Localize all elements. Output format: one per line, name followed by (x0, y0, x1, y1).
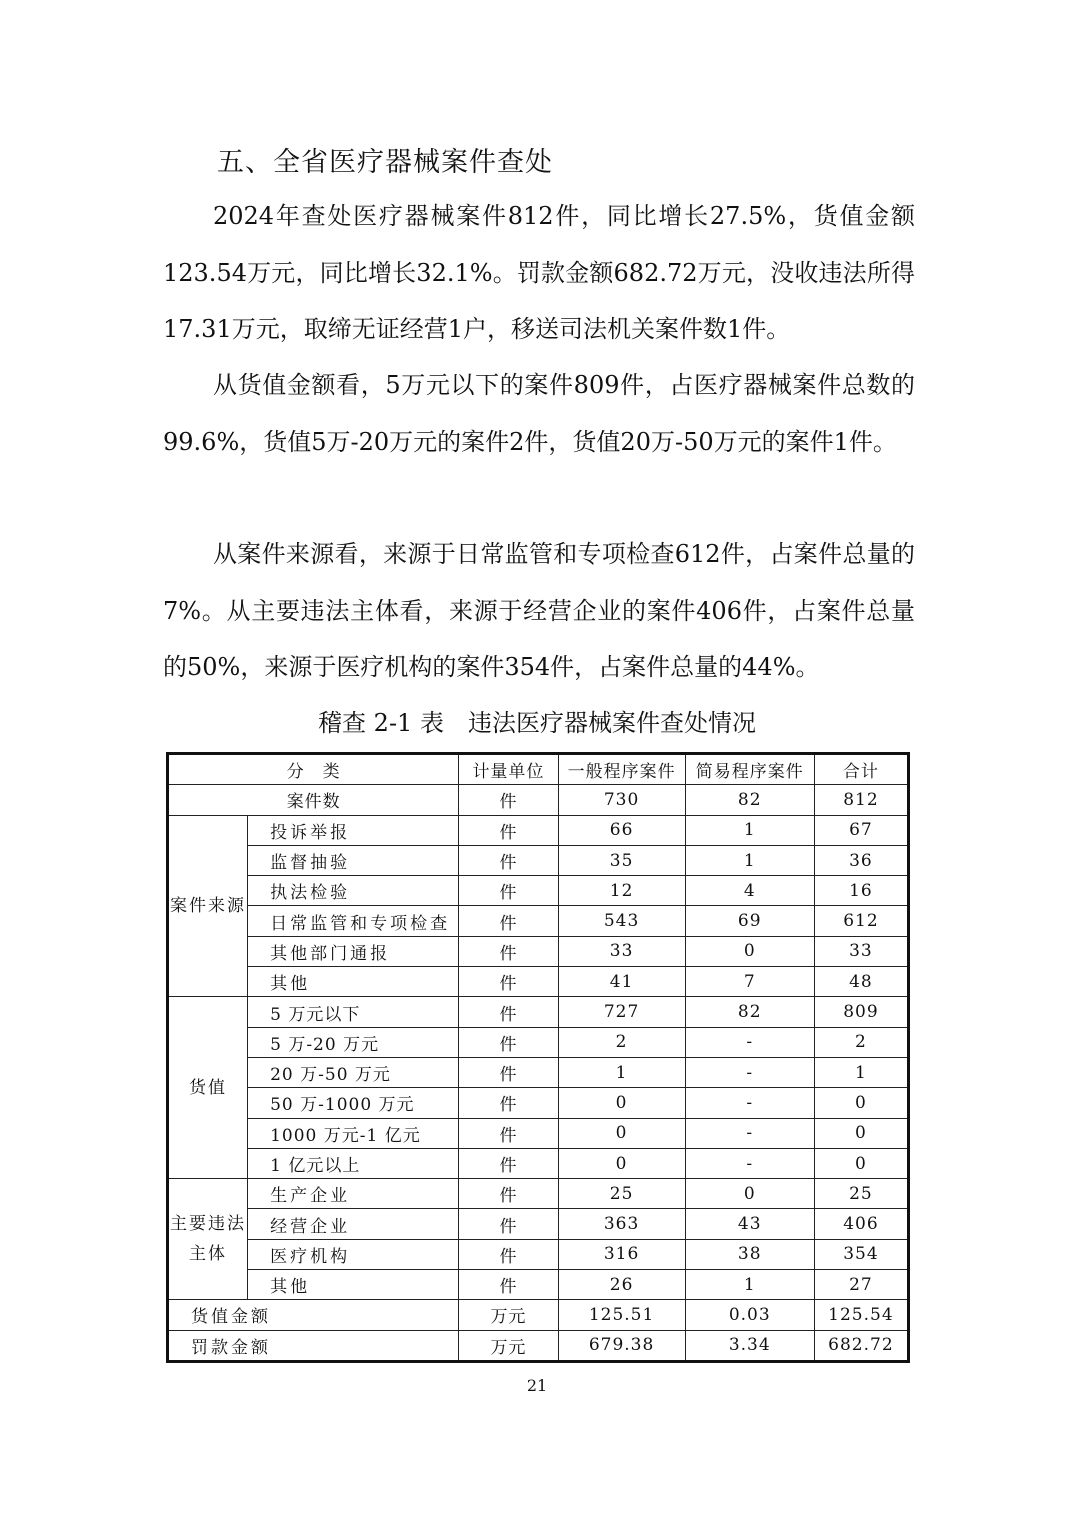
row-unit: 件 (459, 1270, 558, 1300)
row-unit: 件 (459, 906, 558, 936)
row-unit: 件 (459, 936, 558, 966)
table-row (168, 845, 909, 875)
table-row (168, 936, 909, 966)
table-row (168, 1057, 909, 1087)
row-simple: 0.03 (685, 1300, 814, 1330)
row-simple: - (685, 1088, 814, 1118)
row-label: 生产企业 (248, 1179, 459, 1209)
row-general: 543 (558, 906, 685, 936)
row-unit: 万元 (459, 1330, 558, 1361)
row-general: 12 (558, 876, 685, 906)
section-heading: 五、全省医疗器械案件查处 (217, 147, 553, 178)
group-label-line2: 主体 (189, 1244, 228, 1265)
row-unit: 件 (459, 845, 558, 875)
row-label: 其他部门通报 (248, 936, 459, 966)
header-category: 分 类 (168, 754, 459, 785)
table-row (168, 1148, 909, 1178)
row-total: 809 (814, 997, 908, 1027)
row-general: 679.38 (558, 1330, 685, 1361)
row-unit: 万元 (459, 1300, 558, 1330)
row-simple: 7 (685, 967, 814, 997)
table-row (168, 967, 909, 997)
row-general: 730 (558, 785, 685, 815)
row-unit: 件 (459, 876, 558, 906)
row-total: 48 (814, 967, 908, 997)
row-simple: 4 (685, 876, 814, 906)
row-total: 67 (814, 815, 908, 845)
row-total: 0 (814, 1148, 908, 1178)
paragraph-source-breakdown: 从案件来源看，来源于日常监管和专项检查612件，占案件总量的7%。从主要违法主体看，来源于经营企业的案件406件，占案件总量的50%，来源于医疗机构的案件354件，占案件总量的44%。 (163, 540, 915, 681)
row-simple: 3.34 (685, 1330, 814, 1361)
table-row (168, 906, 909, 936)
row-simple: 1 (685, 1270, 814, 1300)
row-label: 投诉举报 (248, 815, 459, 845)
table-row (168, 815, 909, 845)
row-general: 1 (558, 1057, 685, 1087)
table-row-fine-amount (168, 1330, 909, 1361)
row-total: 354 (814, 1239, 908, 1269)
row-simple: 38 (685, 1239, 814, 1269)
row-label: 其他 (248, 967, 459, 997)
row-label: 罚款金额 (168, 1330, 459, 1361)
row-label: 经营企业 (248, 1209, 459, 1239)
row-label: 5 万-20 万元 (248, 1027, 459, 1057)
row-total: 0 (814, 1118, 908, 1148)
row-unit: 件 (459, 1088, 558, 1118)
row-general: 25 (558, 1179, 685, 1209)
row-total: 125.54 (814, 1300, 908, 1330)
row-simple: 0 (685, 1179, 814, 1209)
row-general: 33 (558, 936, 685, 966)
row-simple: - (685, 1148, 814, 1178)
row-total: 406 (814, 1209, 908, 1239)
row-unit: 件 (459, 997, 558, 1027)
group-label-goods-value: 货值 (168, 997, 248, 1179)
group-label-main-offender (168, 1179, 248, 1300)
table-row (168, 1209, 909, 1239)
table-row (168, 1027, 909, 1057)
row-total: 1 (814, 1057, 908, 1087)
header-simple: 简易程序案件 (685, 754, 814, 785)
row-label: 5 万元以下 (248, 997, 459, 1027)
row-simple: 82 (685, 785, 814, 815)
row-label: 50 万-1000 万元 (248, 1088, 459, 1118)
row-label: 监督抽验 (248, 845, 459, 875)
row-general: 727 (558, 997, 685, 1027)
row-simple: - (685, 1027, 814, 1057)
row-total: 812 (814, 785, 908, 815)
row-total: 27 (814, 1270, 908, 1300)
row-simple: 82 (685, 997, 814, 1027)
row-total: 25 (814, 1179, 908, 1209)
table-row (168, 1179, 909, 1209)
row-label: 其他 (248, 1270, 459, 1300)
paragraph-summary: 2024年查处医疗器械案件812件，同比增长27.5%，货值金额123.54万元，同比增长32.1%。罚款金额682.72万元，没收违法所得17.31万元，取缔无证经营1户，移送司法机关案件数1件。 (163, 202, 915, 343)
table-row-value-amount (168, 1300, 909, 1330)
row-general: 0 (558, 1148, 685, 1178)
row-label: 货值金额 (168, 1300, 459, 1330)
table-row (168, 1239, 909, 1269)
row-general: 363 (558, 1209, 685, 1239)
row-label: 1000 万元-1 亿元 (248, 1118, 459, 1148)
row-general: 26 (558, 1270, 685, 1300)
header-unit: 计量单位 (459, 754, 558, 785)
row-unit: 件 (459, 1027, 558, 1057)
row-label: 执法检验 (248, 876, 459, 906)
table-row-case-count (168, 785, 909, 815)
table-row (168, 1088, 909, 1118)
row-simple: 1 (685, 815, 814, 845)
group-label-case-source: 案件来源 (168, 815, 248, 997)
row-simple: - (685, 1118, 814, 1148)
row-unit: 件 (459, 815, 558, 845)
row-total: 36 (814, 845, 908, 875)
row-total: 612 (814, 906, 908, 936)
row-simple: 43 (685, 1209, 814, 1239)
row-unit: 件 (459, 785, 558, 815)
row-general: 125.51 (558, 1300, 685, 1330)
row-simple: 69 (685, 906, 814, 936)
row-label: 医疗机构 (248, 1239, 459, 1269)
row-general: 2 (558, 1027, 685, 1057)
row-unit: 件 (459, 1148, 558, 1178)
row-total: 0 (814, 1088, 908, 1118)
row-label: 1 亿元以上 (248, 1148, 459, 1178)
table-row (168, 876, 909, 906)
table-row (168, 1270, 909, 1300)
page-number: 21 (526, 1376, 548, 1395)
row-simple: 1 (685, 845, 814, 875)
row-unit: 件 (459, 1209, 558, 1239)
row-label: 20 万-50 万元 (248, 1057, 459, 1087)
cases-table (166, 752, 910, 1363)
header-total: 合计 (814, 754, 908, 785)
row-general: 0 (558, 1118, 685, 1148)
row-unit: 件 (459, 967, 558, 997)
row-unit: 件 (459, 1118, 558, 1148)
paragraph-value-breakdown: 从货值金额看，5万元以下的案件809件，占医疗器械案件总数的99.6%，货值5万-20万元的案件2件，货值20万-50万元的案件1件。 (163, 371, 915, 456)
table-caption: 稽查 2-1 表 违法医疗器械案件查处情况 (318, 709, 756, 737)
row-general: 35 (558, 845, 685, 875)
table-row (168, 1118, 909, 1148)
table-row (168, 997, 909, 1027)
row-total: 16 (814, 876, 908, 906)
row-total: 682.72 (814, 1330, 908, 1361)
row-simple: 0 (685, 936, 814, 966)
row-general: 66 (558, 815, 685, 845)
row-general: 316 (558, 1239, 685, 1269)
row-simple: - (685, 1057, 814, 1087)
row-unit: 件 (459, 1239, 558, 1269)
row-unit: 件 (459, 1179, 558, 1209)
row-total: 33 (814, 936, 908, 966)
table-header-row (168, 754, 909, 785)
row-label: 案件数 (168, 785, 459, 815)
header-general: 一般程序案件 (558, 754, 685, 785)
group-label-line1: 主要违法 (170, 1214, 247, 1235)
row-general: 0 (558, 1088, 685, 1118)
row-general: 41 (558, 967, 685, 997)
row-label: 日常监管和专项检查 (248, 906, 459, 936)
row-unit: 件 (459, 1057, 558, 1087)
row-total: 2 (814, 1027, 908, 1057)
